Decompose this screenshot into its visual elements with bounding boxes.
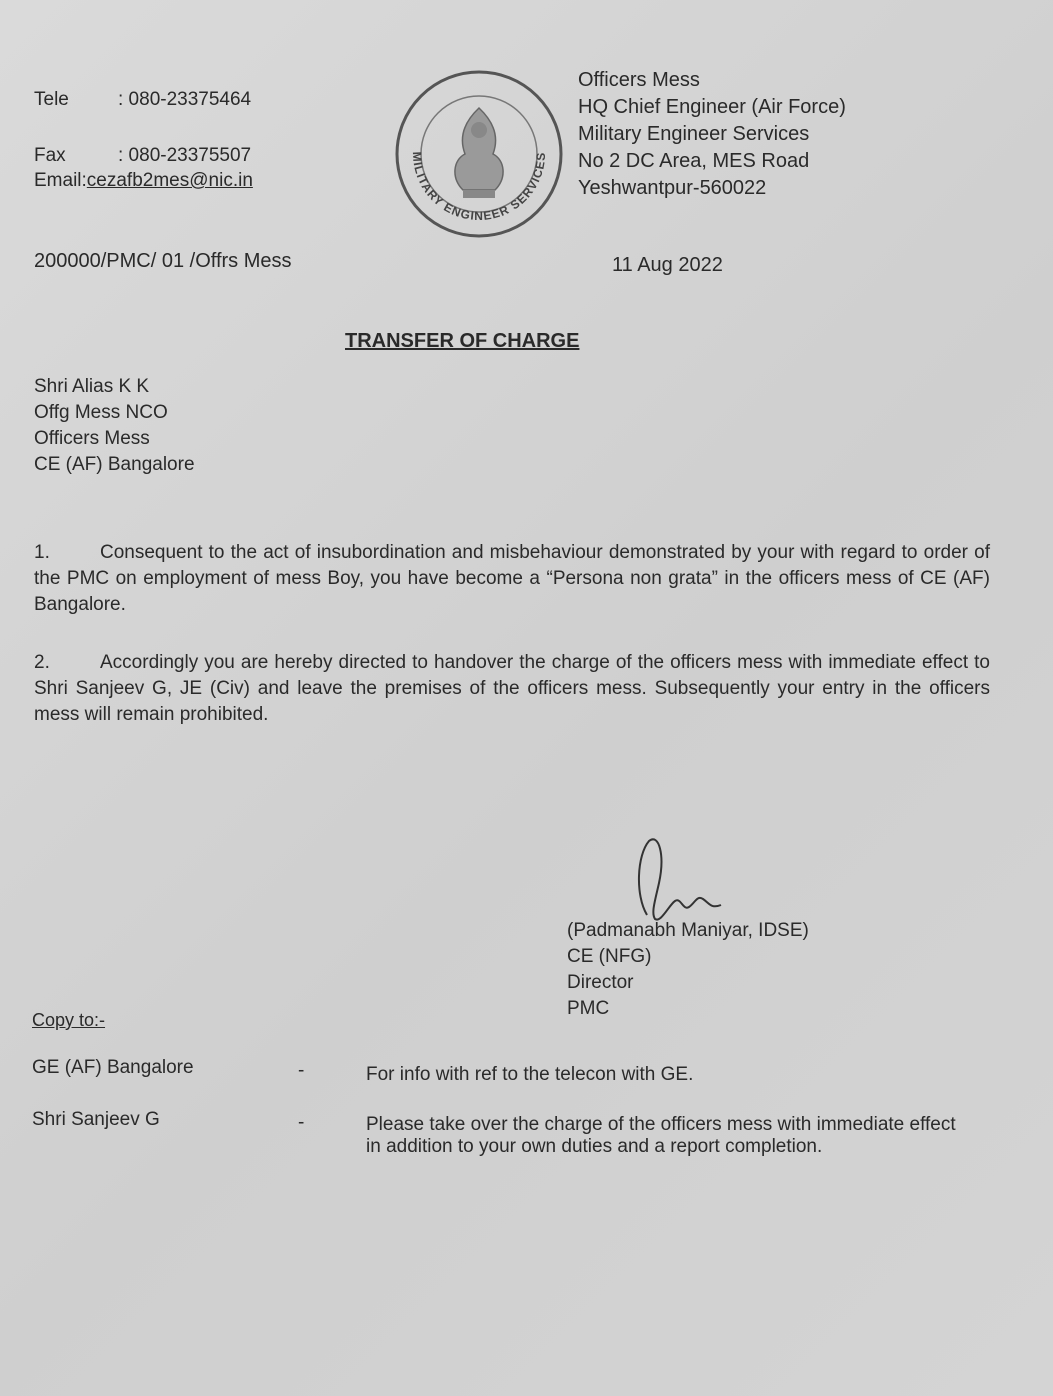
email-line: [34, 170, 253, 192]
paragraph-1: [34, 540, 990, 618]
signatory-title: Director: [567, 972, 634, 993]
copy-to-name-2: Shri Sanjeev G: [32, 1109, 160, 1130]
copy-to-note-1: For info with ref to the telecon with GE.: [366, 1064, 694, 1085]
paragraph-1-number: 1.: [34, 542, 50, 563]
recipient-line-1: Shri Alias K K: [34, 376, 150, 397]
recipient-line-3: Officers Mess: [34, 428, 150, 449]
copy-to-label: Copy to:-: [32, 1010, 106, 1030]
address-line-1: Officers Mess: [578, 69, 700, 91]
letter-date: 11 Aug 2022: [612, 254, 723, 276]
tele-label: Tele: [34, 89, 69, 110]
recipient-line-2: Offg Mess NCO: [34, 402, 168, 423]
paragraph-1-text: Consequent to the act of insubordination and misbehaviour demonstrated by your with regard to order of the PMC on employment of mess Boy, you have become a “Persona non grata” in the officers mess of CE (AF) Bangalore.: [34, 542, 990, 615]
emblem-text: MILITARY ENGINEER SERVICES: [409, 151, 549, 224]
signatory-name: (Padmanabh Maniyar, IDSE): [567, 920, 809, 941]
email-label: Email:: [34, 170, 87, 191]
tele-value: : 080-23375464: [118, 89, 252, 110]
reference-number: 200000/PMC/ 01 /Offrs Mess: [34, 250, 292, 272]
fax-line: [34, 145, 251, 167]
recipient-line-4: CE (AF) Bangalore: [34, 454, 195, 475]
address-line-5: Yeshwantpur-560022: [578, 177, 767, 199]
copy-to-dash-1: -: [298, 1060, 305, 1081]
fax-label: Fax: [34, 145, 66, 166]
mes-emblem-icon: [393, 68, 565, 240]
copy-to-name-1: GE (AF) Bangalore: [32, 1057, 194, 1078]
copy-to-note-2: Please take over the charge of the officers mess with immediate effect in addition to your own duties and a report completion.: [366, 1114, 956, 1157]
address-line-4: No 2 DC Area, MES Road: [578, 150, 810, 172]
address-block: [578, 67, 846, 202]
signatory-rank: CE (NFG): [567, 946, 652, 967]
address-line-2: HQ Chief Engineer (Air Force): [578, 96, 846, 118]
tele-line: [34, 89, 251, 111]
paragraph-2: [34, 650, 990, 728]
fax-value: : 080-23375507: [118, 145, 252, 166]
email-link[interactable]: cezafb2mes@nic.in: [86, 170, 253, 191]
signatory-org: PMC: [567, 998, 610, 1019]
paragraph-2-text: Accordingly you are hereby directed to handover the charge of the officers mess with immediate effect to Shri Sanjeev G, JE (Civ) and leave the premises of the officers mess. Subsequently your entry in the officers mess will remain prohibited.: [34, 652, 990, 725]
page-title: TRANSFER OF CHARGE: [345, 330, 580, 352]
paragraph-2-number: 2.: [34, 652, 50, 673]
copy-to-dash-2: -: [298, 1112, 305, 1133]
signatory-block: [567, 918, 809, 1022]
address-line-3: Military Engineer Services: [578, 123, 810, 145]
recipient-block: [34, 374, 195, 478]
signature-icon: [625, 835, 735, 925]
